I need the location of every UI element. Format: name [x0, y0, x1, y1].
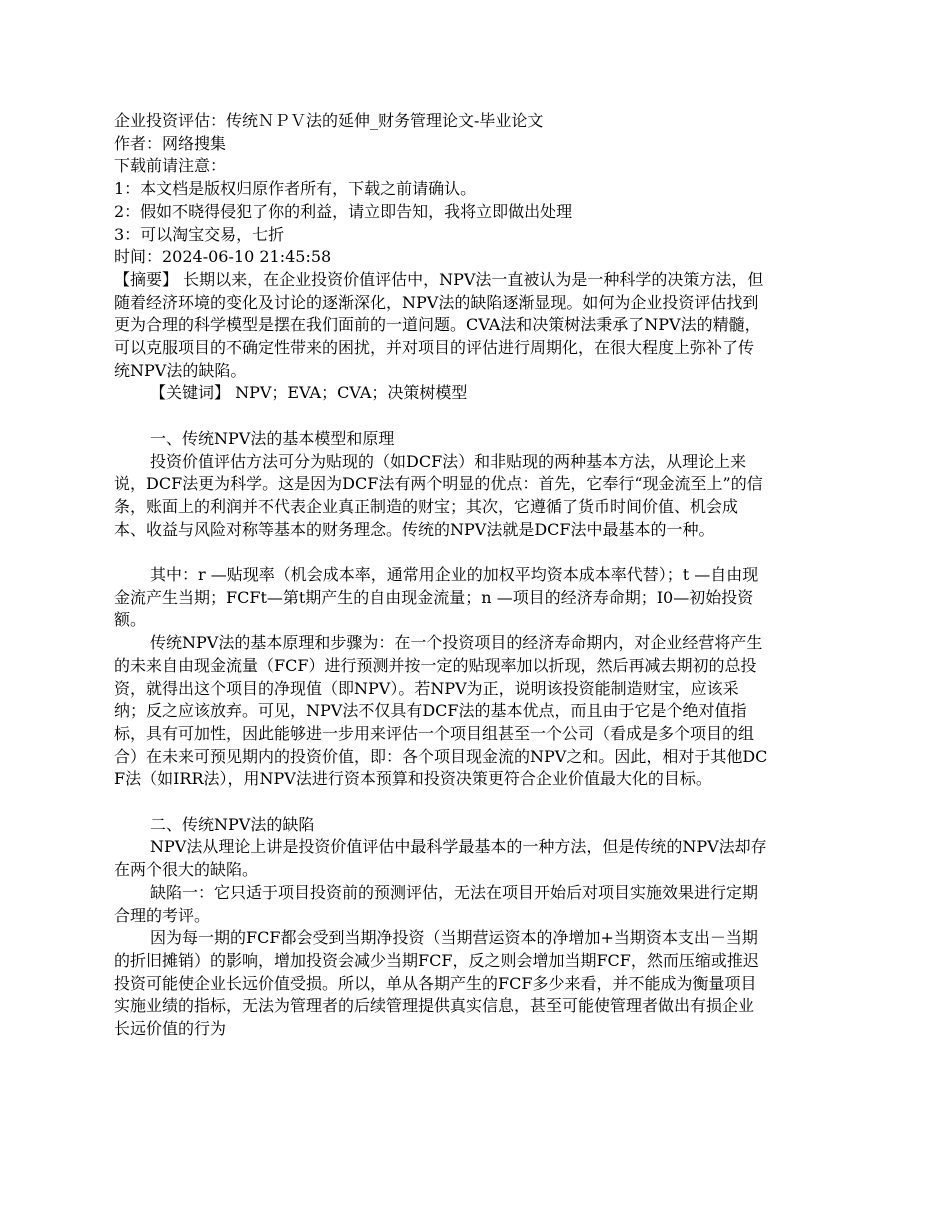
document-title: 企业投资评估：传统ＮＰＶ法的延伸_财务管理论文-毕业论文	[114, 111, 544, 130]
section-1-heading: 一、传统NPV法的基本模型和原理	[150, 428, 395, 448]
notice-item-3: 3：可以淘宝交易，七折	[114, 224, 285, 244]
author-line: 作者：网络搜集	[114, 133, 227, 153]
section-2-paragraph-3: 因为每一期的FCF都会受到当期净投资（当期营运资本的净增加+当期资本支出－当期的折旧摊销）的影响，增加投资会减少当期FCF，反之则会增加当期FCF，然而压缩或推迟投资可能使企业长远价值受损。所以，单从各期产生的FCF多少来看，并不能成为衡量项目实施业绩的指标，无法为管理者的后续管理提供真实信息，甚至可能使管理者做出有损企业长远价值的行为	[114, 928, 759, 1039]
section-1-paragraph-2: 其中：r —贴现率（机会成本率，通常用企业的加权平均资本成本率代替）；t —自由现金流产生当期；FCFt—第t期产生的自由现金流量；n —项目的经济寿命期；I0—初始投资额。	[114, 565, 759, 630]
formula-placeholder	[114, 541, 769, 564]
document-page	[114, 110, 769, 1041]
spacer	[114, 791, 769, 814]
notice-item-2: 2：假如不晓得侵犯了你的利益，请立即告知，我将立即做出处理	[114, 201, 573, 221]
section-2-heading: 二、传统NPV法的缺陷	[150, 814, 315, 834]
notice-item-1: 1：本文档是版权归原作者所有，下载之前请确认。	[114, 179, 477, 199]
section-1-paragraph-1: 投资价值评估方法可分为贴现的（如DCF法）和非贴现的两种基本方法，从理论上来说，DCF法更为科学。这是因为DCF法有两个明显的优点：首先，它奉行“现金流至上”的信条，账面上的利润并不代表企业真正制造的财宝；其次，它遵循了货币时间价值、机会成本、收益与风险对称等基本的财务理念。传统的NPV法就是DCF法中最基本的一种。	[114, 451, 763, 539]
section-2-paragraph-2: 缺陷一：它只适于项目投资前的预测评估，无法在项目开始后对项目实施效果进行定期合理的考评。	[114, 882, 759, 925]
timestamp-line: 时间：2024-06-10 21:45:58	[114, 247, 332, 267]
spacer	[114, 405, 769, 428]
abstract-paragraph: 【摘要】 长期以来，在企业投资价值评估中，NPV法一直被认为是一种科学的决策方法，但随着经济环境的变化及讨论的逐渐深化，NPV法的缺陷逐渐显现。如何为企业投资评估找到更为合理的科学模型是摆在我们面前的一道问题。CVA法和决策树法秉承了NPV法的精髓，可以克服项目的不确定性带来的困扰，并对项目的评估进行周期化，在很大程度上弥补了传统NPV法的缺陷。	[114, 269, 764, 380]
keywords-line: 【关键词】 NPV；EVA；CVA；决策树模型	[150, 383, 468, 403]
notice-heading: 下载前请注意：	[114, 156, 227, 176]
section-2-paragraph-1: NPV法从理论上讲是投资价值评估中最科学最基本的一种方法，但是传统的NPV法却存在两个很大的缺陷。	[114, 837, 767, 880]
section-1-paragraph-3: 传统NPV法的基本原理和步骤为：在一个投资项目的经济寿命期内，对企业经营将产生的未来自由现金流量（FCF）进行预测并按一定的贴现率加以折现，然后再减去期初的总投资，就得出这个项目的净现值（即NPV）。若NPV为正，说明该投资能制造财宝，应该采纳；反之应该放弃。可见，NPV法不仅具有DCF法的基本优点，而且由于它是个绝对值指标，具有可加性，因此能够进一步用来评估一个项目组甚至一个公司（看成是多个项目的组合）在未来可预见期内的投资价值，即：各个项目现金流的NPV之和。因此，相对于其他DCF法（如IRR法），用NPV法进行资本预算和投资决策更符合企业价值最大化的目标。	[114, 633, 768, 789]
